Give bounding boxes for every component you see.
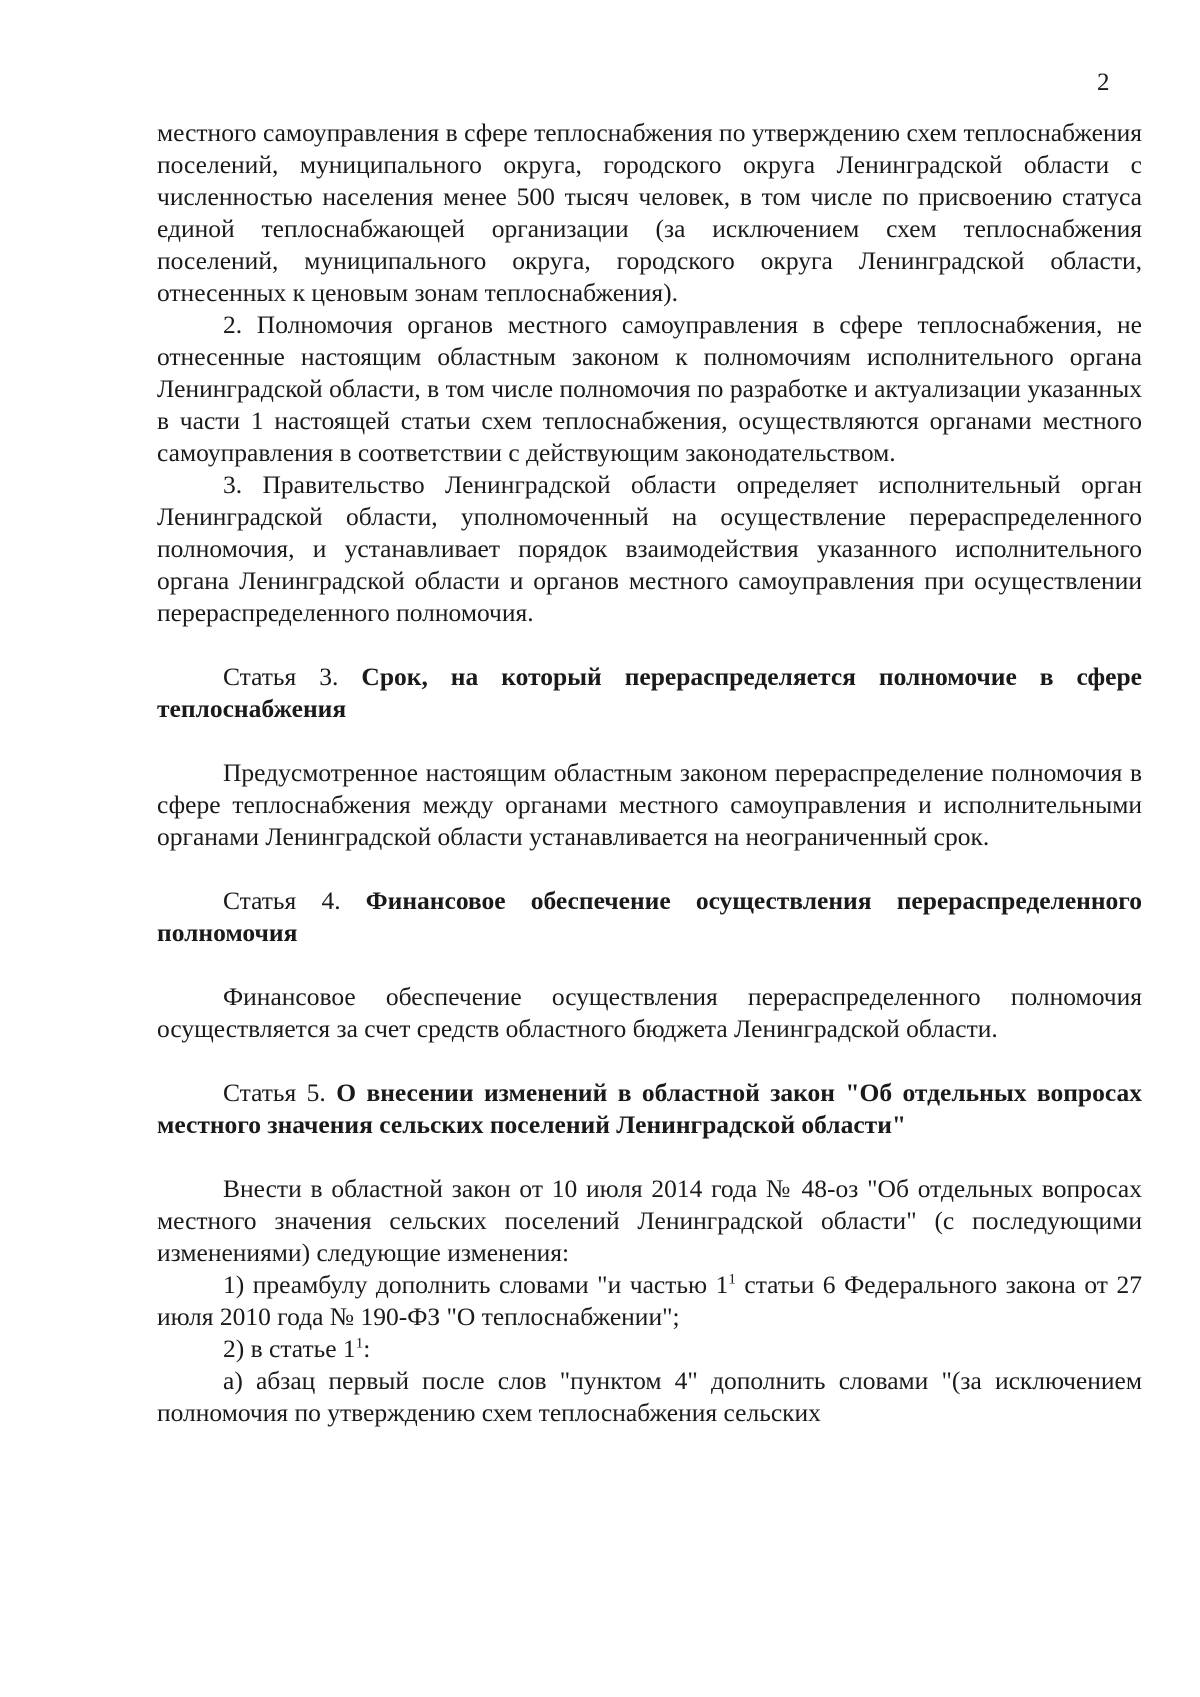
document-body <box>157 117 1142 1429</box>
article-4-body: Финансовое обеспечение осуществления перераспределенного полномочия осуществляется за счет средств областного бюджета Ленинградской области. <box>157 982 1142 1043</box>
article-4-title: Финансовое обеспечение осуществления перераспределенного полномочия <box>157 886 1142 947</box>
article-5-heading <box>157 1077 1142 1141</box>
article-5-label: Статья 5. <box>223 1078 326 1107</box>
article-5-item-2a: а) абзац первый после слов "пунктом 4" дополнить словами "(за исключением полномочия по утверждению схем теплоснабжения сельских <box>157 1366 1142 1427</box>
paragraph-continuation: местного самоуправления в сфере теплоснабжения по утверждению схем теплоснабжения поселений, муниципального округа, городского округа Ленинградской области с численностью населения менее 500 тысяч человек, в том числе по присвоению статуса единой теплоснабжающей организации (за исключением схем теплоснабжения поселений, муниципального округа, городского округа Ленинградской области, отнесенных к ценовым зонам теплоснабжения). <box>157 118 1142 307</box>
article-4-label: Статья 4. <box>223 886 341 915</box>
article-5-title: О внесении изменений в областной закон "Об отдельных вопросах местного значения сельских поселений Ленинградской области" <box>157 1078 1142 1139</box>
page-number: 2 <box>1097 69 1110 96</box>
article-5-intro: Внести в областной закон от 10 июля 2014 года № 48-оз "Об отдельных вопросах местного значения сельских поселений Ленинградской области" (с последующими изменениями) следующие изменения: <box>157 1174 1142 1267</box>
paragraph-3: 3. Правительство Ленинградской области определяет исполнительный орган Ленинградской области, уполномоченный на осуществление перераспределенного полномочия, и устанавливает порядок взаимодействия указанного исполнительного органа Ленинградской области и органов местного самоуправления при осуществлении перераспределенного полномочия. <box>157 470 1142 627</box>
article-3-title: Срок, на который перераспределяется полномочие в сфере теплоснабжения <box>157 662 1143 723</box>
paragraph-2: 2. Полномочия органов местного самоуправления в сфере теплоснабжения, не отнесенные настоящим областным законом к полномочиям исполнительного органа Ленинградской области, в том числе полномочия по разработке и актуализации указанных в части 1 настоящей статьи схем теплоснабжения, осуществляются органами местного самоуправления в соответствии с действующим законодательством. <box>157 310 1142 467</box>
article-4-heading <box>157 885 1142 949</box>
article-3-heading <box>157 661 1142 725</box>
article-5-item-2: 2) в статье $1^1$: <box>223 1334 371 1363</box>
article-3-label: Статья 3. <box>223 662 339 691</box>
article-5-item-1: 1) преамбулу дополнить словами "и частью $1^1$ статьи 6 Федерального закона от 27 июля 2010 года № 190-ФЗ "О теплоснабжении"; <box>157 1270 1142 1331</box>
article-3-body: Предусмотренное настоящим областным законом перераспределение полномочия в сфере теплоснабжения между органами местного самоуправления и исполнительными органами Ленинградской области устанавливается на неограниченный срок. <box>157 758 1142 851</box>
